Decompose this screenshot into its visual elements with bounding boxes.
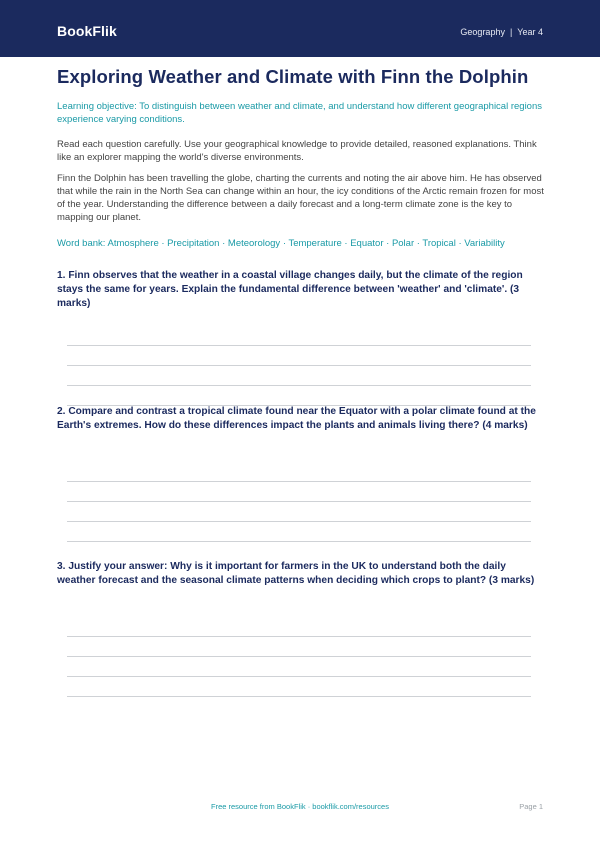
- answer-line[interactable]: [67, 365, 531, 366]
- answer-line[interactable]: [67, 636, 531, 637]
- answer-line[interactable]: [67, 501, 531, 502]
- answer-line[interactable]: [67, 521, 531, 522]
- worksheet-title: Exploring Weather and Climate with Finn the Dolphin: [57, 66, 529, 87]
- separator: |: [509, 27, 513, 37]
- brand-logo: BookFlik: [57, 23, 117, 39]
- answer-line[interactable]: [67, 696, 531, 697]
- year-label: Year 4: [517, 27, 543, 37]
- answer-line[interactable]: [67, 656, 531, 657]
- instructions-text: Read each question carefully. Use your geographical knowledge to provide detailed, reasoned explanations. Think like an explorer mapping the world's diverse environments.: [57, 139, 537, 163]
- page-number: Page 1: [519, 802, 543, 811]
- question-3: 3. Justify your answer: Why is it important for farmers in the UK to understand both the daily weather forecast and the seasonal climate patterns when deciding which crops to plant? (3 marks): [57, 561, 535, 586]
- answer-line[interactable]: [67, 541, 531, 542]
- answer-line[interactable]: [67, 385, 531, 386]
- answer-line[interactable]: [67, 676, 531, 677]
- answer-line[interactable]: [67, 481, 531, 482]
- answer-line[interactable]: [67, 345, 531, 346]
- page-header: [0, 0, 600, 57]
- learning-objective: Learning objective: To distinguish between weather and climate, and understand how different geographical regions experience varying conditions.: [57, 101, 542, 125]
- footer-link[interactable]: Free resource from BookFlik · bookflik.com/resources: [211, 802, 389, 811]
- word-bank: Word bank: Atmosphere · Precipitation · Meteorology · Temperature · Equator · Polar · Tropical · Variability: [57, 238, 505, 249]
- question-1: 1. Finn observes that the weather in a coastal village changes daily, but the climate of the region stays the same for years. Explain the fundamental difference between 'weather' and 'climate'. (3 marks): [57, 270, 523, 309]
- question-2: 2. Compare and contrast a tropical climate found near the Equator with a polar climate found at the Earth's extremes. How do these differences impact the plants and animals living there? (4 marks): [57, 406, 536, 431]
- subject-label: Geography: [460, 27, 505, 37]
- subject-year-label: [460, 27, 543, 37]
- story-text: Finn the Dolphin has been travelling the globe, charting the currents and noting the air above him. He has observed that while the rain in the North Sea can change within an hour, the icy conditions of the Arctic remain frozen for most of the year. Understanding the difference between a daily forecast and a long-term climate zone is the key to mapping our planet.: [57, 173, 544, 223]
